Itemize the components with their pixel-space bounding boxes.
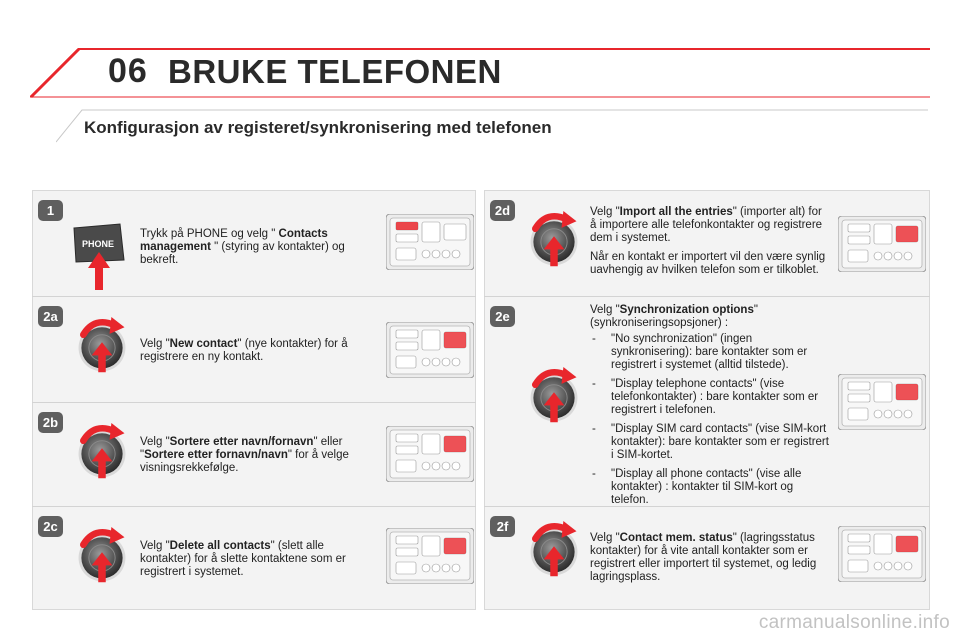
step-badge-2d: 2d [490, 200, 515, 221]
chapter-title: BRUKE TELEFONEN [168, 53, 502, 90]
rotary-knob-icon [72, 422, 132, 482]
divider [32, 506, 476, 507]
watermark: carmanualsonline.info [758, 612, 950, 633]
radio-unit-icon [386, 528, 474, 584]
section-title: Konfigurasjon av registeret/synkronisering med telefonen [84, 118, 552, 137]
divider [484, 296, 930, 297]
step-badge-2c: 2c [38, 516, 63, 537]
step-2b-text: Velg "Sortere etter navn/fornavn" eller "Sortere etter fornavn/navn" for å velge visningsrekkefølge. [140, 436, 349, 474]
rotary-knob-icon [72, 316, 132, 376]
sync-options-list [590, 333, 830, 507]
radio-unit-icon [838, 374, 926, 430]
phone-button-label: PHONE [81, 239, 115, 249]
divider [32, 296, 476, 297]
step-badge-2a: 2a [38, 306, 63, 327]
rotary-knob-icon [524, 210, 584, 270]
chapter-number: 06 [108, 52, 148, 90]
step-2e-text: Velg "Synchronization options" (synkroniseringsopsjoner) : - "No synchronization" (ingen synkronisering): bare kontakter som er registrert i systemet (alltid tilstede). - "Display telephone contacts" (vise telefonkontakter) : bare kontakter som er registrert i telefonen. - "Display SIM card contacts" (vise SIM-kort kontakter): bare kontakter som er registrert i SIM-kortet. - "Display all phone contacts" (vise alle kontakter) : kontakter til SIM-kort og telefon. [590, 304, 830, 513]
radio-unit-icon [386, 322, 474, 378]
list-item: - "No synchronization" (ingen synkronisering): bare kontakter som er registrert i systemet (alltid tilstede). [590, 333, 830, 372]
step-2f-text: Velg "Contact mem. status" (lagringsstatus kontakter) for å vite antall kontakter som er registrert eller importert til systemet, og ledig lagringsplass. [590, 532, 817, 583]
step-badge-2e: 2e [490, 306, 515, 327]
step-2d-text: Velg "Import all the entries" (importer alt) for å importere alle telefonkontakter og registrere dem i systemet. Når en kontakt er importert vil den være synlig uavhengig av hvilken telefon som er tilkoblet. [590, 206, 826, 276]
radio-unit-icon [386, 214, 474, 270]
radio-unit-icon [386, 426, 474, 482]
list-item: - "Display all phone contacts" (vise alle kontakter) : kontakter til SIM-kort og telefon. [590, 468, 830, 507]
rotary-knob-icon [524, 520, 584, 580]
step-2a-text: Velg "New contact" (nye kontakter) for å registrere en ny kontakt. [140, 338, 348, 363]
phone-button-icon [72, 222, 126, 292]
divider [32, 402, 476, 403]
list-item: - "Display telephone contacts" (vise telefonkontakter) : bare kontakter som er registrert i telefonen. [590, 378, 830, 417]
step-2c-text: Velg "Delete all contacts" (slett alle kontakter) for å slette kontaktene som er registrert i systemet. [140, 540, 346, 578]
rotary-knob-icon [524, 366, 584, 426]
radio-unit-icon [838, 216, 926, 272]
list-item: - "Display SIM card contacts" (vise SIM-kort kontakter): bare kontakter som er registrert i SIM-kortet. [590, 423, 830, 462]
step-badge-1: 1 [38, 200, 63, 221]
chapter-header [30, 44, 930, 100]
step-badge-2f: 2f [490, 516, 515, 537]
step-badge-2b: 2b [38, 412, 63, 433]
rotary-knob-icon [72, 526, 132, 586]
step-1-text: Trykk på PHONE og velg " Contacts management " (styring av kontakter) og bekreft. [140, 228, 345, 266]
radio-unit-icon [838, 526, 926, 582]
